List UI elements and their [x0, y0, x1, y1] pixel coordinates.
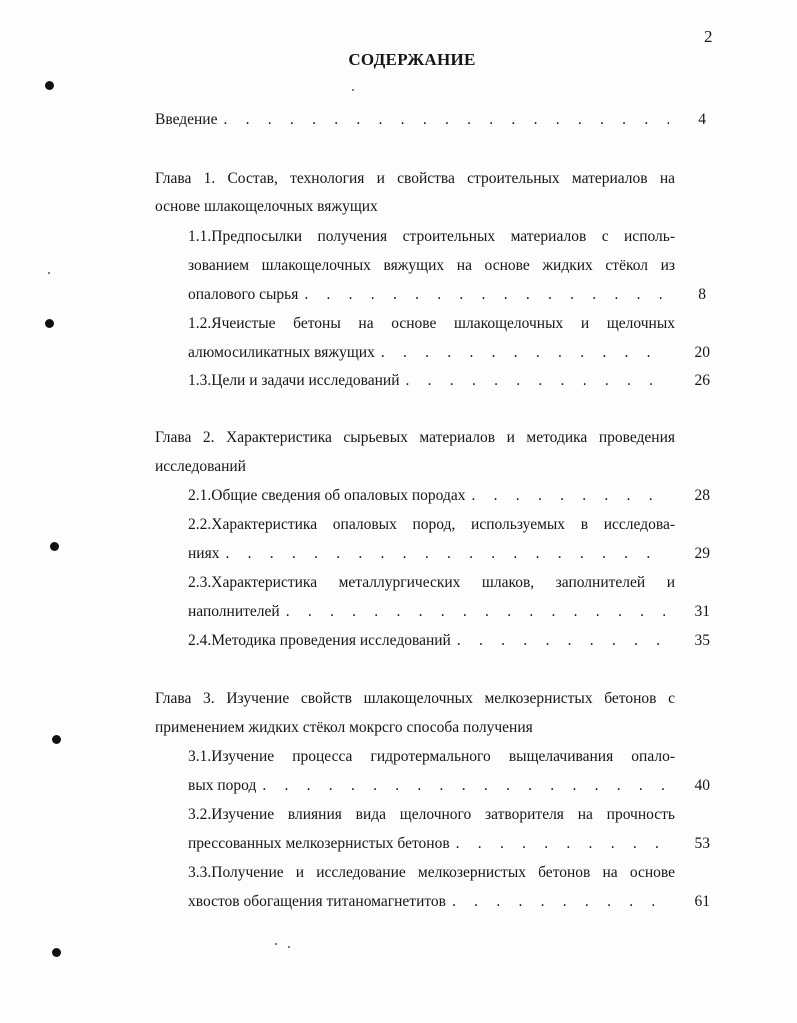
leader-dots [457, 627, 669, 655]
toc-entry-label: 1.3.Цели и задачи исследований [188, 372, 400, 389]
binder-hole-mark [52, 735, 61, 744]
toc-entry-label: вых пород [188, 777, 257, 794]
toc-entry-1-2-end [188, 339, 675, 367]
scan-speck [48, 272, 50, 274]
toc-entry-3-2: 3.2.Изучение влияния вида щелочного затворителя на прочность [188, 806, 675, 823]
toc-entry-2-2: 2.2.Характеристика опаловых пород, используемых в исследова- [188, 516, 675, 533]
leader-dots [225, 540, 669, 568]
page-title: СОДЕРЖАНИЕ [348, 50, 476, 69]
chapter-1-heading: Глава 1. Состав, технология и свойства строительных материалов на [155, 170, 675, 187]
leader-dots [456, 830, 669, 858]
toc-entry-3-3: 3.3.Получение и исследование мелкозернистых бетонов на основе [188, 864, 675, 881]
chapter-3-heading: Глава 3. Изучение свойств шлакощелочных мелкозернистых бетонов с [155, 690, 675, 707]
scan-speck [288, 946, 290, 948]
toc-page-number: 61 [694, 893, 710, 910]
chapter-2-heading-cont: исследований [155, 458, 246, 475]
leader-dots [262, 772, 669, 800]
leader-dots [223, 106, 669, 134]
toc-entry-label: наполнителей [188, 603, 280, 620]
toc-entry-1-1-cont: зованием шлакощелочных вяжущих на основе жидких стёкол из [188, 257, 675, 274]
toc-entry-1-1: 1.1.Предпосылки получения строительных материалов с исполь- [188, 228, 675, 245]
toc-entry-2-4 [188, 627, 675, 655]
toc-page-number: 29 [694, 545, 710, 562]
toc-page-number: 40 [694, 777, 710, 794]
toc-entry-label: хвостов обогащения титаномагнетитов [188, 893, 447, 910]
toc-entry-2-2-end [188, 540, 675, 568]
toc-page-number: 35 [694, 632, 710, 649]
chapter-1-heading-cont: основе шлакощелочных вяжущих [155, 198, 378, 215]
toc-entry-1-1-end [188, 281, 675, 309]
binder-hole-mark [52, 948, 61, 957]
toc-entry-3-1-end [188, 772, 675, 800]
toc-entry-label: опалового сырья [188, 286, 299, 303]
toc-page-number: 4 [698, 111, 706, 128]
toc-page-number: 8 [698, 286, 706, 303]
toc-entry-label: Введение [155, 111, 218, 128]
toc-entry-2-3-end [188, 598, 675, 626]
toc-entry-intro [155, 106, 675, 134]
toc-entry-2-1 [188, 482, 675, 510]
page-number: 2 [704, 27, 713, 46]
toc-entry-label: алюмосиликатных вяжущих [188, 344, 375, 361]
toc-entry-label: ниях [188, 545, 220, 562]
scan-speck [352, 89, 354, 91]
binder-hole-mark [45, 81, 54, 90]
toc-entry-2-3: 2.3.Характеристика металлургических шлаков, заполнителей и [188, 574, 675, 591]
toc-page-number: 26 [694, 372, 710, 389]
leader-dots [472, 482, 670, 510]
toc-entry-label: прессованных мелкозернистых бетонов [188, 835, 450, 852]
binder-hole-mark [45, 319, 54, 328]
toc-entry-label: 2.1.Общие сведения об опаловых породах [188, 487, 466, 504]
toc-entry-3-2-end [188, 830, 675, 858]
toc-page-number: 31 [694, 603, 710, 620]
toc-page-number: 28 [694, 487, 710, 504]
chapter-3-heading-cont: применением жидких стёкол мокрсго способа получения [155, 719, 533, 736]
leader-dots [406, 367, 670, 395]
toc-page-number: 53 [694, 835, 710, 852]
scan-speck [275, 943, 277, 945]
toc-entry-3-3-end [188, 888, 675, 916]
leader-dots [286, 598, 669, 626]
chapter-2-heading: Глава 2. Характеристика сырьевых материалов и методика проведения [155, 429, 675, 446]
leader-dots [304, 281, 669, 309]
toc-entry-3-1: 3.1.Изучение процесса гидротермального выщелачивания опало- [188, 748, 675, 765]
toc-entry-1-3 [188, 367, 675, 395]
toc-page-number: 20 [694, 344, 710, 361]
binder-hole-mark [50, 542, 59, 551]
leader-dots [381, 339, 669, 367]
toc-entry-1-2: 1.2.Ячеистые бетоны на основе шлакощелочных и щелочных [188, 315, 675, 332]
toc-entry-label: 2.4.Методика проведения исследований [188, 632, 451, 649]
leader-dots [452, 888, 669, 916]
